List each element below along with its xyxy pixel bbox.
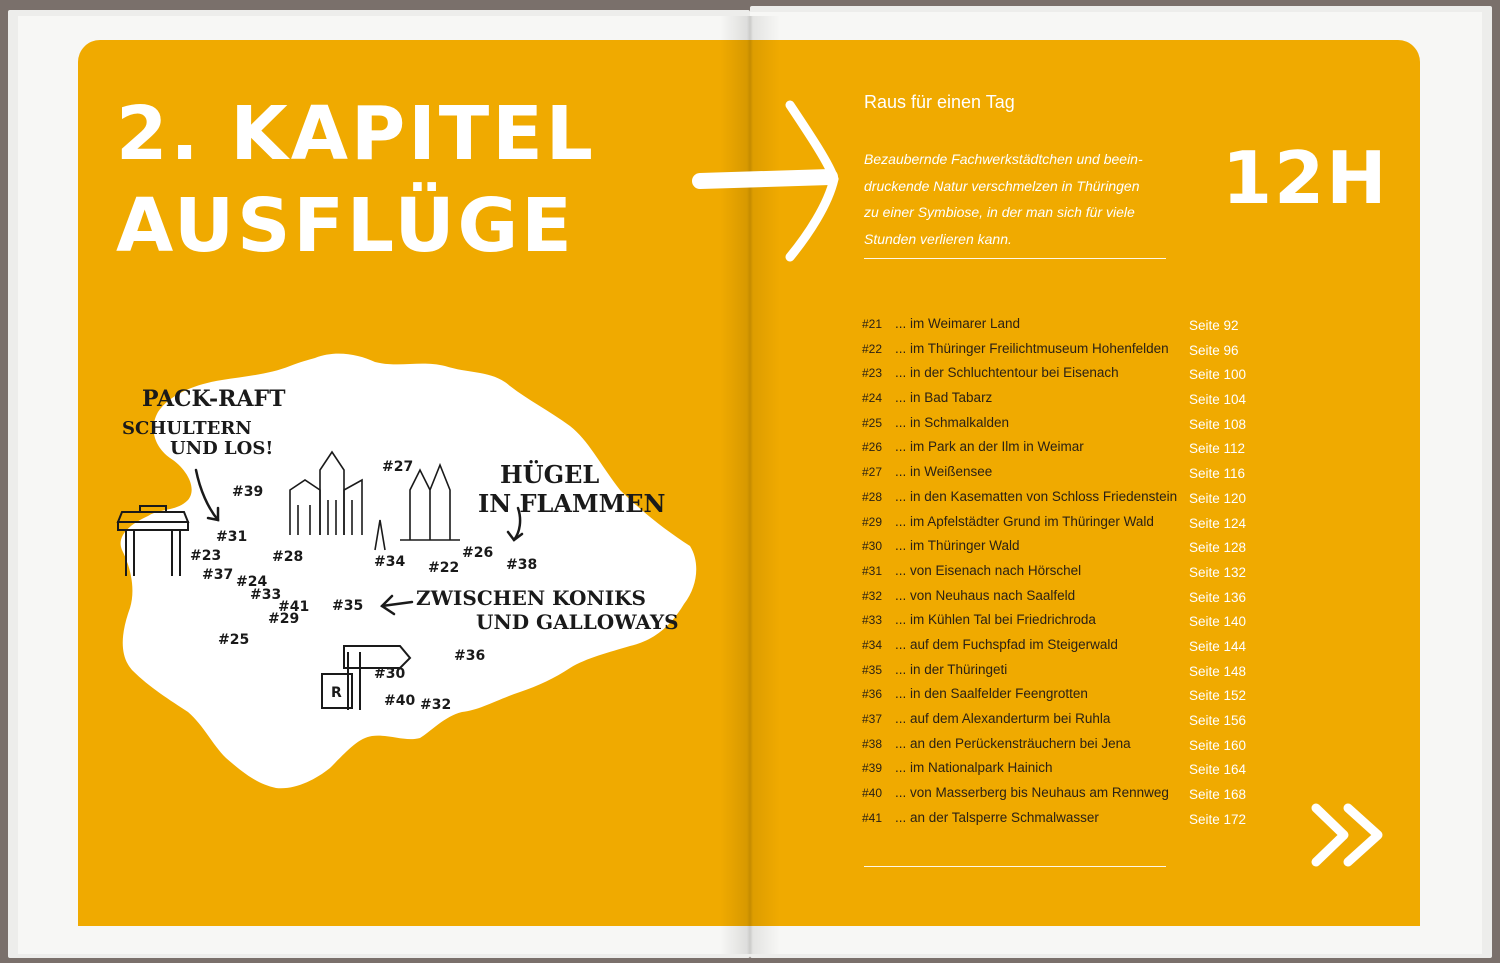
map-marker: #41 [278, 599, 310, 615]
intro-text [864, 146, 1164, 252]
toc-row [862, 660, 1262, 685]
map-marker: #38 [506, 557, 538, 573]
toc-title: ... von Neuhaus nach Saalfeld [895, 587, 1076, 603]
map-marker: #36 [454, 648, 486, 664]
toc-row [862, 487, 1262, 512]
right-arrow-icon [690, 95, 840, 265]
toc-row [862, 709, 1262, 734]
toc-page-ref: Seite 108 [1189, 416, 1247, 432]
callout-koniks-line2: UND GALLOWAYS [476, 610, 679, 634]
toc-page-ref: Seite 92 [1189, 318, 1239, 333]
map-marker: #22 [428, 560, 460, 576]
toc-row [862, 437, 1262, 462]
map-marker: #28 [272, 549, 304, 565]
toc-page-ref: Seite 124 [1189, 515, 1247, 531]
toc-page-ref: Seite 160 [1189, 737, 1247, 753]
toc-number: #38 [862, 736, 883, 751]
map-marker: #27 [382, 459, 414, 475]
toc-page-ref: Seite 136 [1189, 589, 1247, 605]
toc-page-ref: Seite 148 [1189, 663, 1247, 679]
toc-title: ... im Nationalpark Hainich [895, 760, 1053, 776]
toc-number: #27 [862, 465, 883, 480]
toc-page-ref: Seite 172 [1189, 811, 1247, 827]
toc-number: #22 [862, 341, 883, 356]
toc-page-ref: Seite 140 [1189, 614, 1247, 630]
toc-number: #34 [862, 637, 883, 652]
map-marker: #32 [420, 697, 452, 713]
chapter-title [116, 88, 596, 272]
toc-page-ref: Seite 96 [1189, 342, 1239, 358]
intro-line: zu einer Symbiose, in der man sich für viele [864, 204, 1135, 220]
toc-row [862, 363, 1262, 388]
toc-title: ... im Park an der Ilm in Weimar [895, 439, 1084, 455]
map-marker: #29 [268, 611, 300, 627]
map-marker: #26 [462, 545, 494, 561]
toc-number: #41 [862, 810, 883, 825]
callout-packraft-line2: SCHULTERN [122, 418, 252, 439]
intro-line: Stunden verlieren kann. [864, 230, 1012, 247]
toc-title: ... in Bad Tabarz [895, 390, 993, 406]
map-marker: #37 [202, 567, 234, 583]
toc-row [862, 339, 1262, 364]
toc-row [862, 783, 1262, 808]
toc-number: #36 [862, 687, 883, 702]
toc-title: ... in der Schluchtentour bei Eisenach [895, 365, 1119, 381]
map-marker: #25 [218, 632, 250, 648]
callout-packraft-line1: PACK-RAFT [142, 386, 286, 412]
intro-line: Bezaubernde Fachwerkstädtchen und beein- [864, 151, 1143, 167]
toc-number: #32 [862, 588, 883, 603]
toc-title: ... auf dem Alexanderturm bei Ruhla [895, 711, 1111, 726]
toc-page-ref: Seite 104 [1189, 392, 1247, 408]
toc-row [862, 684, 1262, 709]
toc-row [862, 808, 1262, 833]
toc-page-ref: Seite 164 [1189, 762, 1247, 778]
toc-row [862, 561, 1262, 586]
toc-page-ref: Seite 168 [1189, 787, 1247, 803]
toc-row [862, 462, 1262, 487]
map-marker: #35 [332, 598, 364, 614]
toc-number: #26 [862, 440, 883, 455]
section-subtitle: Raus für einen Tag [864, 92, 1015, 112]
divider-bottom [864, 866, 1166, 867]
map-marker: #24 [236, 574, 268, 590]
toc-number: #37 [862, 712, 883, 726]
map-marker: #23 [190, 548, 222, 564]
toc-title: ... in Schmalkalden [895, 414, 1010, 430]
toc-row [862, 314, 1262, 339]
toc-row [862, 536, 1262, 561]
toc-page-ref: Seite 120 [1189, 490, 1247, 506]
toc-page-ref: Seite 144 [1189, 638, 1247, 654]
toc-number: #24 [862, 391, 883, 406]
map-marker: #40 [384, 693, 416, 709]
toc-title: ... in den Kasematten von Schloss Friedenstein [895, 488, 1178, 504]
toc-title: ... an der Talsperre Schmalwasser [895, 809, 1099, 825]
toc-number: #28 [862, 489, 883, 504]
toc-number: #21 [862, 317, 883, 331]
toc-page-ref: Seite 156 [1189, 713, 1247, 728]
toc-page-ref: Seite 132 [1189, 564, 1247, 580]
callout-packraft-line3: UND LOS! [170, 438, 274, 459]
chapter-title-line2: AUSFLÜGE [116, 183, 575, 269]
toc-number: #30 [862, 539, 883, 554]
toc-row [862, 635, 1262, 660]
toc-number: #40 [862, 786, 883, 801]
divider-top [864, 258, 1166, 259]
toc-title: ... im Thüringer Freilichtmuseum Hohenfelden [895, 340, 1169, 356]
toc-number: #39 [862, 761, 883, 776]
toc-page-ref: Seite 112 [1189, 441, 1246, 457]
toc-row [862, 413, 1262, 438]
chapter-title-line1: 2. KAPITEL [116, 91, 596, 177]
svg-text:R: R [331, 685, 342, 701]
toc-row [862, 586, 1262, 611]
toc-page-ref: Seite 128 [1189, 540, 1247, 556]
toc-row [862, 512, 1262, 537]
callout-huegel-line2: IN FLAMMEN [478, 489, 666, 518]
map-marker: #39 [232, 484, 264, 500]
toc-number: #25 [862, 415, 883, 430]
toc-page-ref: Seite 100 [1189, 367, 1247, 383]
toc-title: ... im Weimarer Land [895, 316, 1021, 331]
callout-huegel-line1: HÜGEL [500, 460, 600, 489]
toc-row [862, 758, 1262, 783]
toc-title: ... von Eisenach nach Hörschel [895, 562, 1082, 578]
toc-page-ref: Seite 116 [1189, 466, 1246, 482]
hours-badge: 12H [1222, 136, 1389, 220]
toc-row [862, 610, 1262, 635]
toc-title: ... in Weißensee [895, 464, 993, 480]
toc-page-ref: Seite 152 [1189, 688, 1247, 704]
toc-title: ... auf dem Fuchspfad im Steigerwald [895, 636, 1118, 652]
toc-number: #23 [862, 366, 883, 381]
toc-row [862, 734, 1262, 759]
intro-line: druckende Natur verschmelzen in Thüringen [864, 177, 1140, 194]
table-of-contents [862, 314, 1262, 832]
map-marker: #30 [374, 666, 406, 682]
toc-number: #29 [862, 514, 883, 529]
double-chevron-right-icon [1308, 800, 1392, 870]
toc-title: ... im Thüringer Wald [895, 538, 1020, 554]
toc-row [862, 388, 1262, 413]
toc-title: ... in den Saalfelder Feengrotten [895, 686, 1088, 702]
toc-number: #33 [862, 613, 883, 628]
toc-title: ... an den Perückensträuchern bei Jena [895, 735, 1131, 751]
toc-number: #31 [862, 563, 883, 578]
toc-title: ... in der Thüringeti [895, 661, 1008, 677]
toc-number: #35 [862, 662, 883, 677]
callout-koniks-line1: ZWISCHEN KONIKS [416, 586, 646, 610]
map-marker: #34 [374, 554, 406, 570]
map-marker: #33 [250, 587, 282, 603]
toc-title: ... im Kühlen Tal bei Friedrichroda [895, 612, 1096, 628]
toc-title: ... im Apfelstädter Grund im Thüringer Wald [895, 513, 1154, 529]
toc-title: ... von Masserberg bis Neuhaus am Rennweg [895, 785, 1169, 801]
map-marker: #31 [216, 529, 248, 545]
